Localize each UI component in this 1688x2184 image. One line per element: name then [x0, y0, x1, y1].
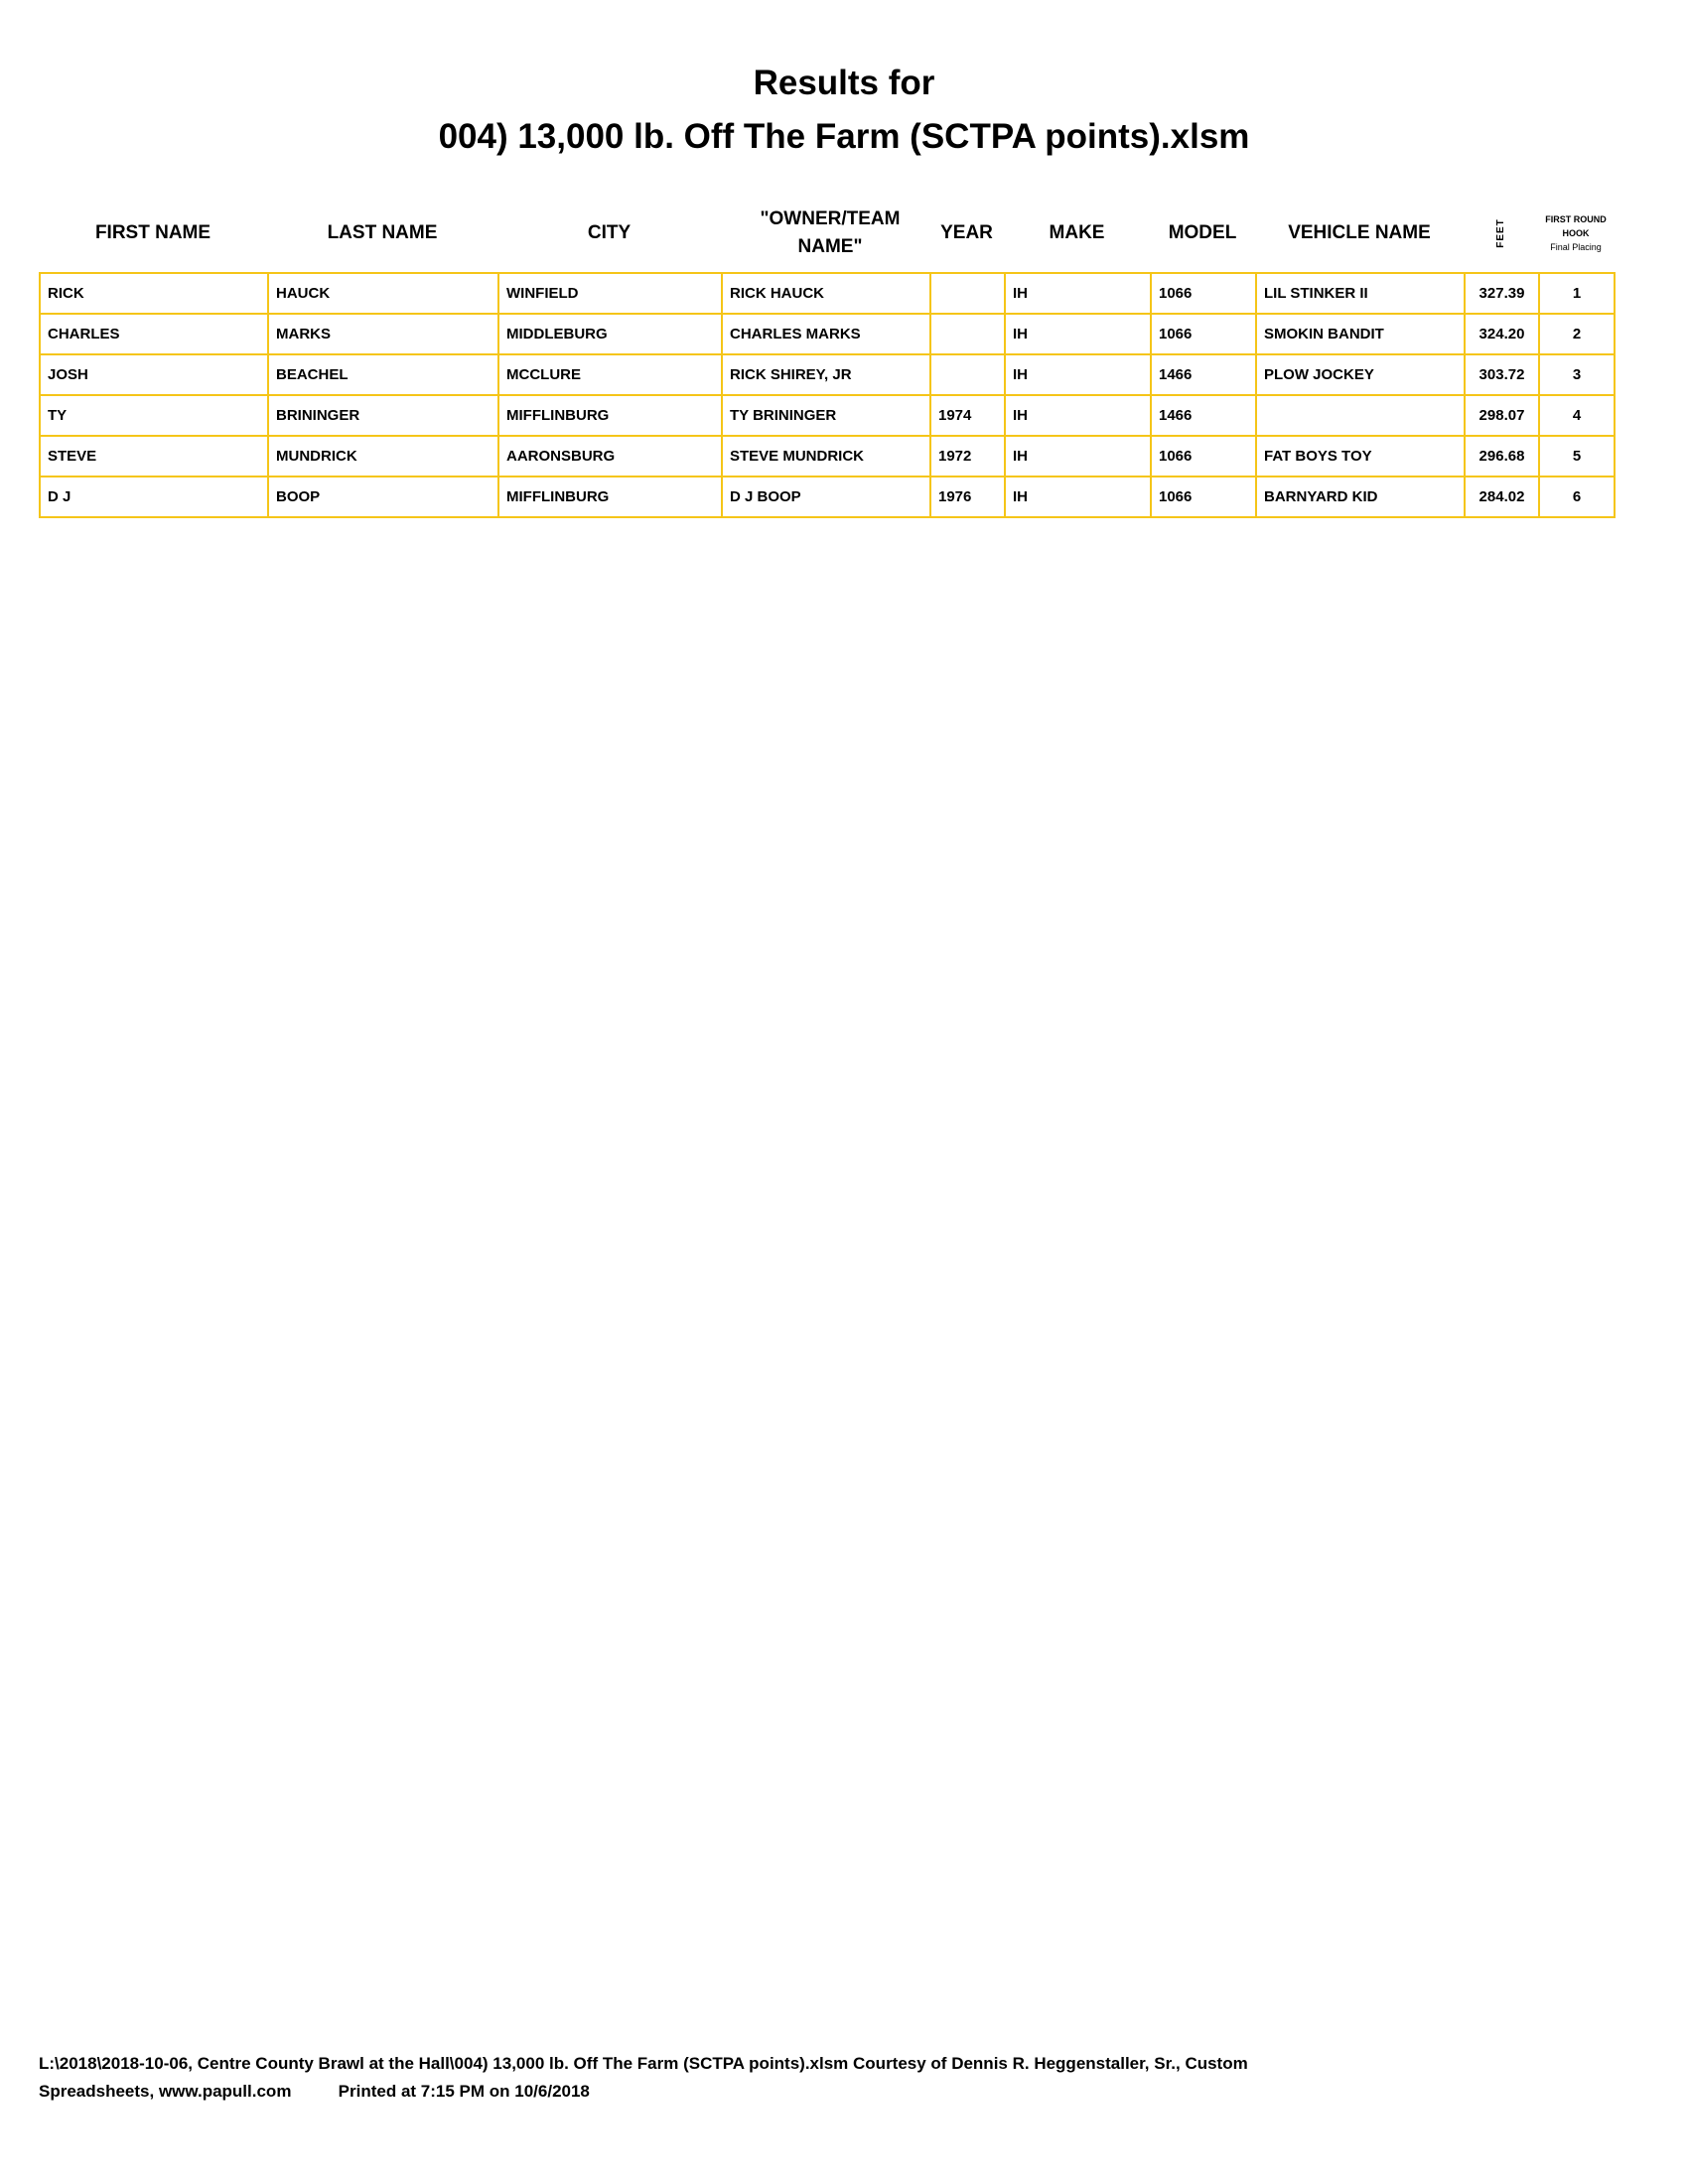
- header-make: MAKE: [1049, 222, 1105, 243]
- cell-year: 1976: [930, 477, 1005, 517]
- header-owner: "OWNER/TEAM NAME": [760, 208, 901, 257]
- header-last-name: LAST NAME: [327, 222, 438, 243]
- cell-vehicle: BARNYARD KID: [1256, 477, 1465, 517]
- cell-year: 1972: [930, 436, 1005, 477]
- cell-owner: RICK HAUCK: [722, 273, 930, 314]
- footer: [39, 2050, 1627, 2106]
- table-row: [40, 395, 1615, 436]
- cell-last: MUNDRICK: [268, 436, 498, 477]
- cell-place: 6: [1539, 477, 1615, 517]
- cell-feet: 296.68: [1465, 436, 1539, 477]
- table-row: [40, 436, 1615, 477]
- cell-first: RICK: [40, 273, 268, 314]
- cell-place: 1: [1539, 273, 1615, 314]
- cell-make: IH: [1005, 314, 1151, 354]
- round-line-1: FIRST ROUND: [1545, 214, 1607, 224]
- cell-feet: 303.72: [1465, 354, 1539, 395]
- cell-owner: CHARLES MARKS: [722, 314, 930, 354]
- cell-owner: STEVE MUNDRICK: [722, 436, 930, 477]
- cell-feet: 327.39: [1465, 273, 1539, 314]
- cell-last: BEACHEL: [268, 354, 498, 395]
- cell-city: MIFFLINBURG: [498, 395, 722, 436]
- cell-vehicle: [1256, 395, 1465, 436]
- cell-vehicle: PLOW JOCKEY: [1256, 354, 1465, 395]
- header-city: CITY: [587, 222, 632, 243]
- cell-feet: 298.07: [1465, 395, 1539, 436]
- footer-line-1: L:\2018\2018-10-06, Centre County Brawl at the Hall\004) 13,000 lb. Off The Farm (SCTPA points).xlsm Courtesy of Dennis R. Heggenstaller, Sr., Custom: [39, 2054, 1248, 2073]
- cell-first: TY: [40, 395, 268, 436]
- cell-model: 1466: [1151, 354, 1256, 395]
- cell-vehicle: FAT BOYS TOY: [1256, 436, 1465, 477]
- footer-line-2: Spreadsheets, www.papull.com Printed at 7:15 PM on 10/6/2018: [39, 2082, 590, 2101]
- header-year: YEAR: [940, 222, 993, 243]
- cell-city: MIFFLINBURG: [498, 477, 722, 517]
- table-row: [40, 314, 1615, 354]
- cell-place: 2: [1539, 314, 1615, 354]
- cell-first: D J: [40, 477, 268, 517]
- cell-city: WINFIELD: [498, 273, 722, 314]
- header-vehicle-name: VEHICLE NAME: [1288, 222, 1431, 243]
- cell-first: CHARLES: [40, 314, 268, 354]
- table-row: [40, 477, 1615, 517]
- header-first-name: FIRST NAME: [94, 222, 211, 243]
- cell-make: IH: [1005, 477, 1151, 517]
- cell-first: STEVE: [40, 436, 268, 477]
- cell-model: 1466: [1151, 395, 1256, 436]
- cell-year: [930, 314, 1005, 354]
- cell-year: [930, 273, 1005, 314]
- cell-place: 5: [1539, 436, 1615, 477]
- cell-last: BRININGER: [268, 395, 498, 436]
- cell-owner: TY BRININGER: [722, 395, 930, 436]
- title-line-2: 004) 13,000 lb. Off The Farm (SCTPA points).xlsm: [438, 117, 1250, 156]
- round-line-2: HOOK: [1562, 228, 1590, 238]
- cell-last: BOOP: [268, 477, 498, 517]
- cell-make: IH: [1005, 354, 1151, 395]
- cell-last: MARKS: [268, 314, 498, 354]
- cell-place: 4: [1539, 395, 1615, 436]
- cell-city: AARONSBURG: [498, 436, 722, 477]
- cell-city: MIDDLEBURG: [498, 314, 722, 354]
- cell-model: 1066: [1151, 477, 1256, 517]
- header-feet: [1464, 204, 1538, 263]
- round-line-3: Final Placing: [1550, 242, 1602, 252]
- cell-feet: 324.20: [1465, 314, 1539, 354]
- cell-vehicle: SMOKIN BANDIT: [1256, 314, 1465, 354]
- cell-city: MCCLURE: [498, 354, 722, 395]
- feet-label: FEET: [1494, 218, 1506, 248]
- cell-year: [930, 354, 1005, 395]
- cell-first: JOSH: [40, 354, 268, 395]
- cell-vehicle: LIL STINKER II: [1256, 273, 1465, 314]
- table-row: [40, 354, 1615, 395]
- cell-model: 1066: [1151, 314, 1256, 354]
- cell-owner: D J BOOP: [722, 477, 930, 517]
- cell-feet: 284.02: [1465, 477, 1539, 517]
- header-final-placing: [1538, 204, 1614, 263]
- cell-model: 1066: [1151, 436, 1256, 477]
- cell-year: 1974: [930, 395, 1005, 436]
- cell-make: IH: [1005, 436, 1151, 477]
- cell-make: IH: [1005, 395, 1151, 436]
- cell-model: 1066: [1151, 273, 1256, 314]
- header-model: MODEL: [1168, 222, 1237, 243]
- title-line-1: Results for: [753, 64, 935, 102]
- results-table: [39, 272, 1616, 518]
- cell-owner: RICK SHIREY, JR: [722, 354, 930, 395]
- table-row: [40, 273, 1615, 314]
- cell-make: IH: [1005, 273, 1151, 314]
- cell-last: HAUCK: [268, 273, 498, 314]
- cell-place: 3: [1539, 354, 1615, 395]
